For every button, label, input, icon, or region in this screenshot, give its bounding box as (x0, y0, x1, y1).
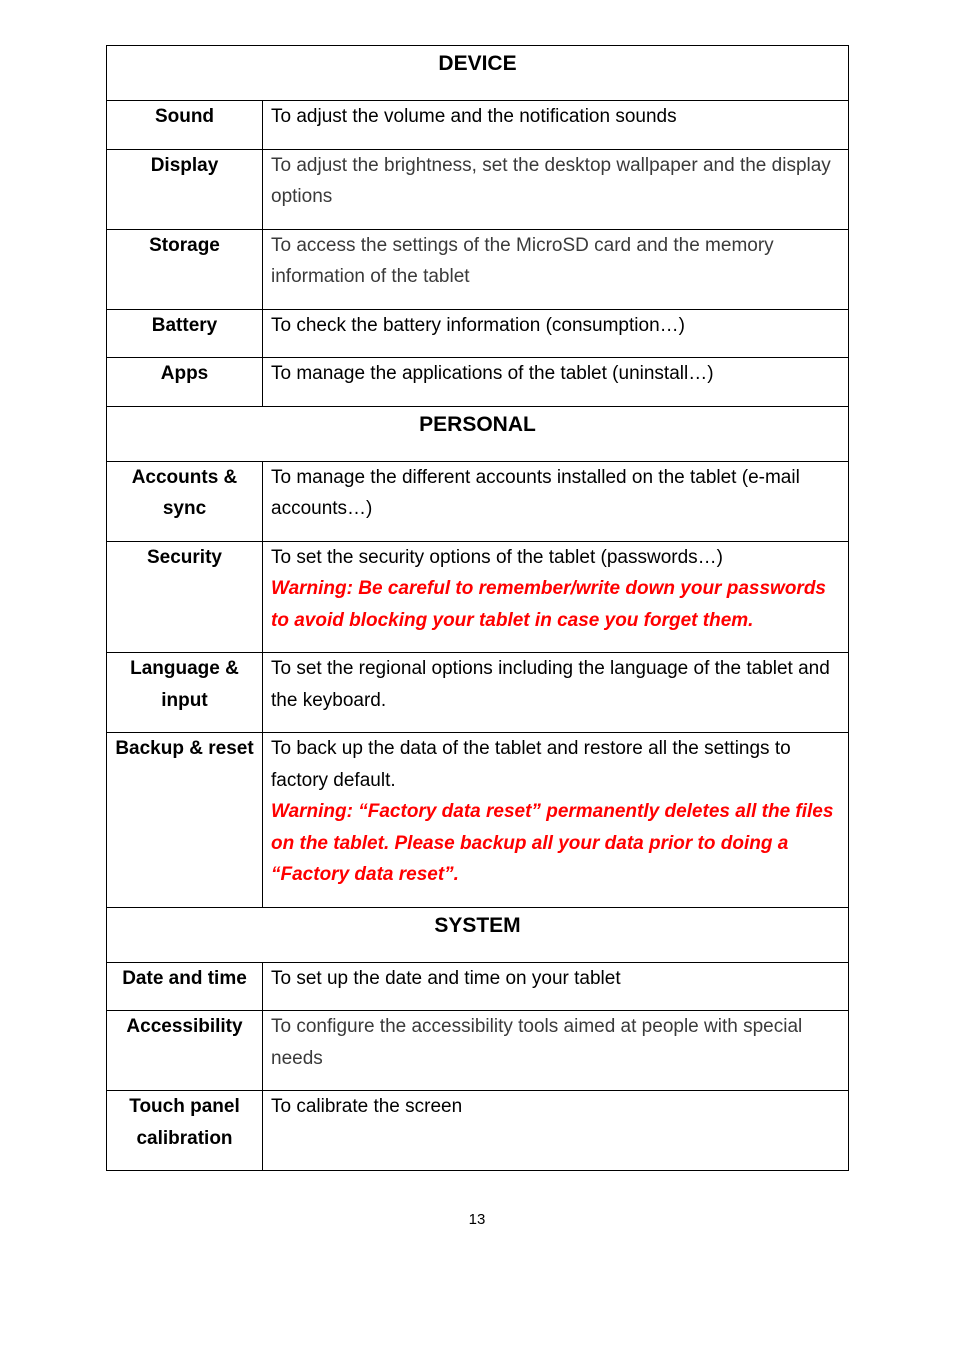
section-title-system: SYSTEM (107, 907, 849, 962)
row-description: To adjust the brightness, set the desktop wallpaper and the display options (263, 149, 849, 229)
section-header-row (107, 46, 849, 101)
row-description: To access the settings of the MicroSD card and the memory information of the tablet (263, 229, 849, 309)
row-label: Display (107, 149, 263, 229)
section-title-personal: PERSONAL (107, 406, 849, 461)
table-row (107, 1091, 849, 1171)
row-description: To set the security options of the tablet (passwords…) (271, 546, 723, 568)
table-row (107, 309, 849, 358)
row-description: To manage the different accounts installed on the tablet (e-mail accounts…) (263, 461, 849, 541)
row-description: To set the regional options including the language of the tablet and the keyboard. (263, 653, 849, 733)
row-description: To check the battery information (consumption…) (263, 309, 849, 358)
row-label: Apps (107, 358, 263, 407)
table-row (107, 461, 849, 541)
row-label: Backup & reset (107, 733, 263, 908)
table-row (107, 541, 849, 653)
section-title-device: DEVICE (107, 46, 849, 101)
row-label: Language & input (107, 653, 263, 733)
row-label: Accessibility (107, 1011, 263, 1091)
row-label: Battery (107, 309, 263, 358)
page-number: 13 (468, 1211, 486, 1228)
row-label: Storage (107, 229, 263, 309)
settings-table (106, 45, 849, 1171)
row-label: Security (107, 541, 263, 653)
row-description-cell (263, 733, 849, 908)
table-row (107, 653, 849, 733)
table-row (107, 1011, 849, 1091)
row-description: To set up the date and time on your tablet (263, 962, 849, 1011)
section-header-row (107, 406, 849, 461)
row-description: To configure the accessibility tools aimed at people with special needs (263, 1011, 849, 1091)
table-row (107, 101, 849, 150)
row-description: To back up the data of the tablet and restore all the settings to factory default. (271, 738, 791, 791)
row-label: Date and time (107, 962, 263, 1011)
table-row (107, 962, 849, 1011)
section-header-row (107, 907, 849, 962)
table-row (107, 733, 849, 908)
table-row (107, 358, 849, 407)
row-description: To adjust the volume and the notification sounds (263, 101, 849, 150)
row-description: To manage the applications of the tablet (uninstall…) (263, 358, 849, 407)
table-row (107, 149, 849, 229)
warning-text: Warning: “Factory data reset” permanently deletes all the files on the tablet. Please backup all your data prior to doing a “Factory data reset”. (271, 801, 834, 885)
row-label: Touch panel calibration (107, 1091, 263, 1171)
row-description: To calibrate the screen (263, 1091, 849, 1171)
table-row (107, 229, 849, 309)
row-label: Accounts & sync (107, 461, 263, 541)
row-description-cell (263, 541, 849, 653)
warning-text: Warning: Be careful to remember/write down your passwords to avoid blocking your tablet in case you forget them. (271, 578, 826, 631)
row-label: Sound (107, 101, 263, 150)
